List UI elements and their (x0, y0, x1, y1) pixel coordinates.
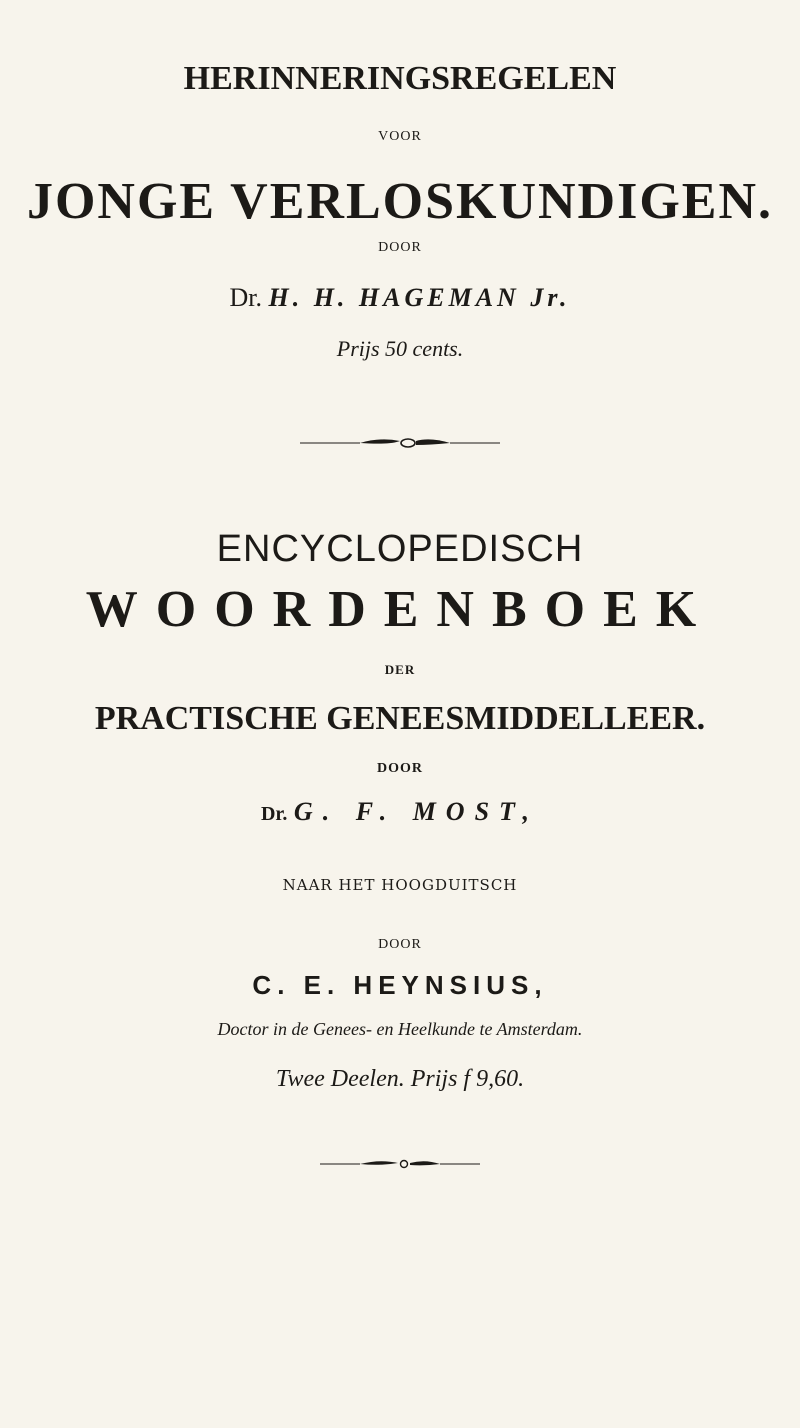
book1-by: DOOR (378, 240, 422, 255)
book2-author-name: G. F. MOST, (293, 797, 540, 826)
book2-by2: DOOR (378, 937, 422, 952)
book1-title-line3: JONGE VERLOSKUNDIGEN. (26, 173, 774, 230)
ornament-divider-2-icon (320, 1158, 480, 1170)
book2-title-line2: WOORDENBOEK (85, 581, 715, 638)
book1-author-prefix: Dr. (229, 283, 262, 312)
book2-title-line3: DER (384, 662, 416, 677)
book2-price: Twee Deelen. Prijs f 9,60. (275, 1066, 525, 1092)
book2-translator-desc: Doctor in de Genees- en Heelkunde te Amsterdam. (217, 1019, 583, 1039)
ornament-divider-1-icon (300, 436, 500, 450)
book2-title-line1: ENCYCLOPEDISCH (216, 528, 584, 570)
book2-translation-note: NAAR HET HOOGDUITSCH (282, 876, 518, 894)
book2-author-prefix: Dr. (260, 803, 288, 825)
book1-price: Prijs 50 cents. (336, 336, 464, 361)
book1-author-name: H. H. HAGEMAN Jr. (268, 283, 571, 312)
book1-title-line2: VOOR (378, 129, 422, 144)
book1-title-line1: HERINNERINGSREGELEN (183, 60, 617, 97)
book2-translator-name: C. E. HEYNSIUS, (252, 970, 548, 1000)
book2-by: DOOR (377, 761, 423, 776)
book2-author (0, 797, 800, 827)
book1-author (0, 283, 800, 313)
book2-title-line4: PRACTISCHE GENEESMIDDELLEER. (94, 700, 706, 737)
